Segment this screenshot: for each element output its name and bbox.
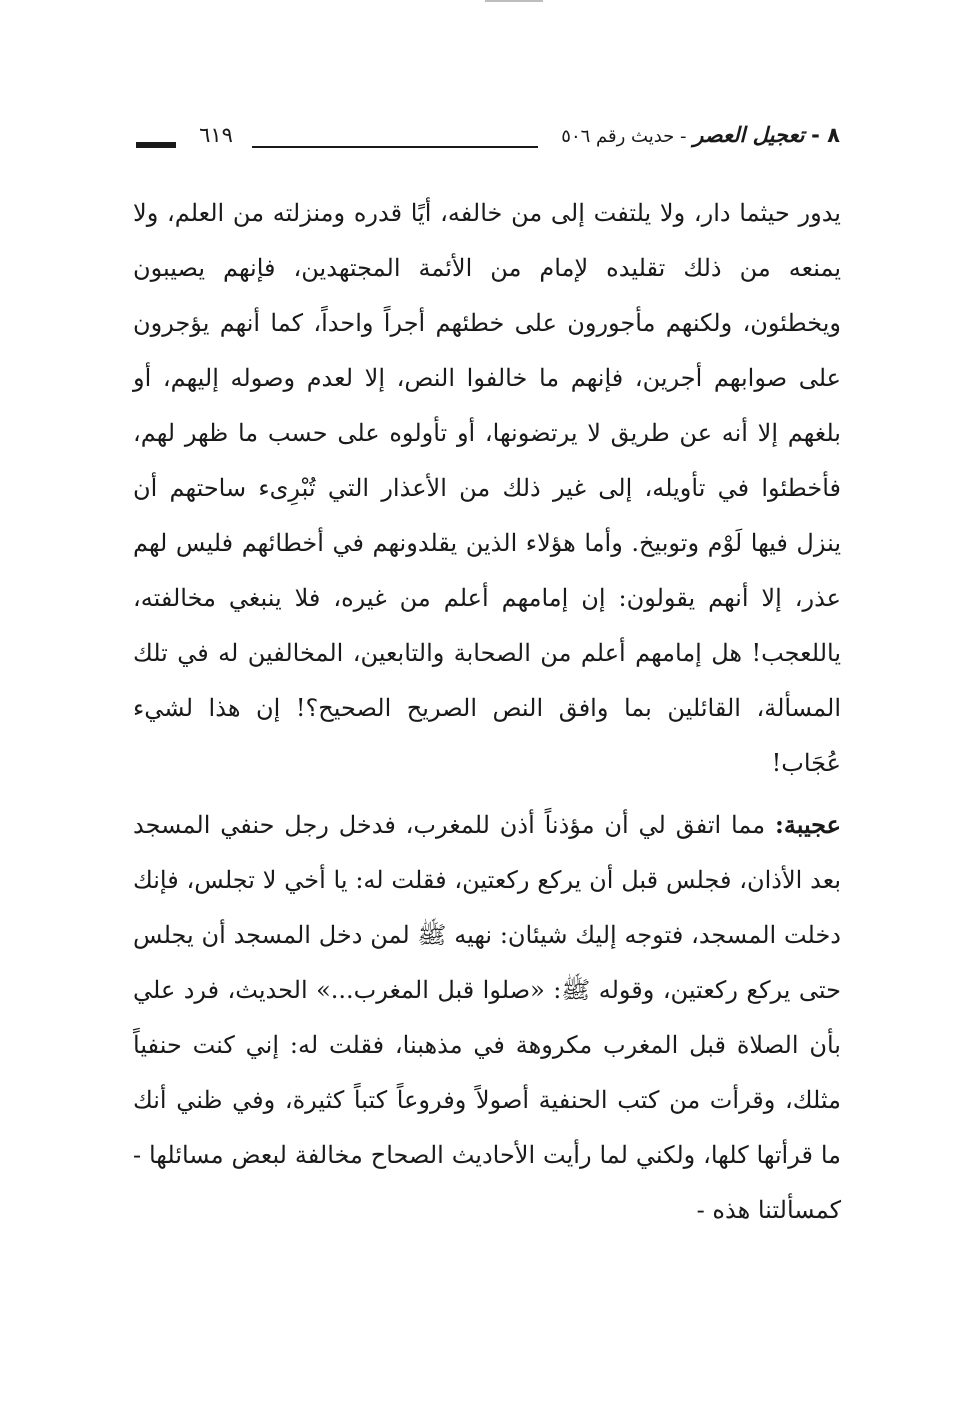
page-number-dash: [136, 142, 176, 148]
body-text: [133, 186, 841, 1238]
hadith-reference: - حديث رقم ٥٠٦: [561, 126, 687, 147]
paragraph-1: يدور حيثما دار، ولا يلتفت إلى من خالفه، أيًا قدره ومنزلته من العلم، ولا يمنعه من ذلك تقليده لإمام من الأئمة المجتهدين، فإنهم يصيبون ويخطئون، ولكنهم مأجورون على خطئهم أجراً واحداً، كما أنهم يؤجرون على صوابهم أجرين، فإنهم ما خالفوا النص، إلا لعدم وصوله إليهم، أو بلغهم إلا أنه عن طريق لا يرتضونها، أو تأولوه على حسب ما ظهر لهم، فأخطئوا في تأويله، إلى غير ذلك من الأعذار التي تُبْرِىء ساحتهم أن ينزل فيها لَوْم وتوبيخ. وأما هؤلاء الذين يقلدونهم في أخطائهم فليس لهم عذر، إلا أنهم يقولون: إن إمامهم أعلم من غيره، فلا ينبغي مخالفته، ياللعجب! هل إمامهم أعلم من الصحابة والتابعين، المخالفين له في تلك المسألة، القائلين بما وافق النص الصريح الصحيح؟! إن هذا لشيء عُجَاب!: [133, 199, 841, 777]
scan-top-mark: [485, 0, 543, 2]
paragraph-2-lead: عجيبة:: [774, 810, 841, 839]
chapter-number: ٨ -: [811, 123, 840, 147]
running-title: [561, 120, 840, 152]
header-rule: [252, 146, 538, 148]
page-number: ٦١٩: [199, 123, 233, 147]
chapter-title: تعجيل العصر: [693, 123, 805, 147]
page-header: [130, 120, 840, 160]
paragraph-2: [133, 797, 841, 1238]
paragraph-2-text: مما اتفق لي أن مؤذناً أذن للمغرب، فدخل رجل حنفي المسجد بعد الأذان، فجلس قبل أن يركع ركعتين، فقلت له: يا أخي لا تجلس، فإنك دخلت المسجد، فتوجه إليك شيئان: نهيه ﷺ لمن دخل المسجد أن يجلس حتى يركع ركعتين، وقوله ﷺ: «صلوا قبل المغرب...» الحديث، فرد علي بأن الصلاة قبل المغرب مكروهة في مذهبنا، فقلت له: إني كنت حنفياً مثلك، وقرأت من كتب الحنفية أصولاً وفروعاً كتباً كثيرة، وفي ظني أنك ما قرأتها كلها، ولكني لما رأيت الأحاديث الصحاح مخالفة لبعض مسائلها - كمسألتنا هذه -: [133, 811, 841, 1224]
